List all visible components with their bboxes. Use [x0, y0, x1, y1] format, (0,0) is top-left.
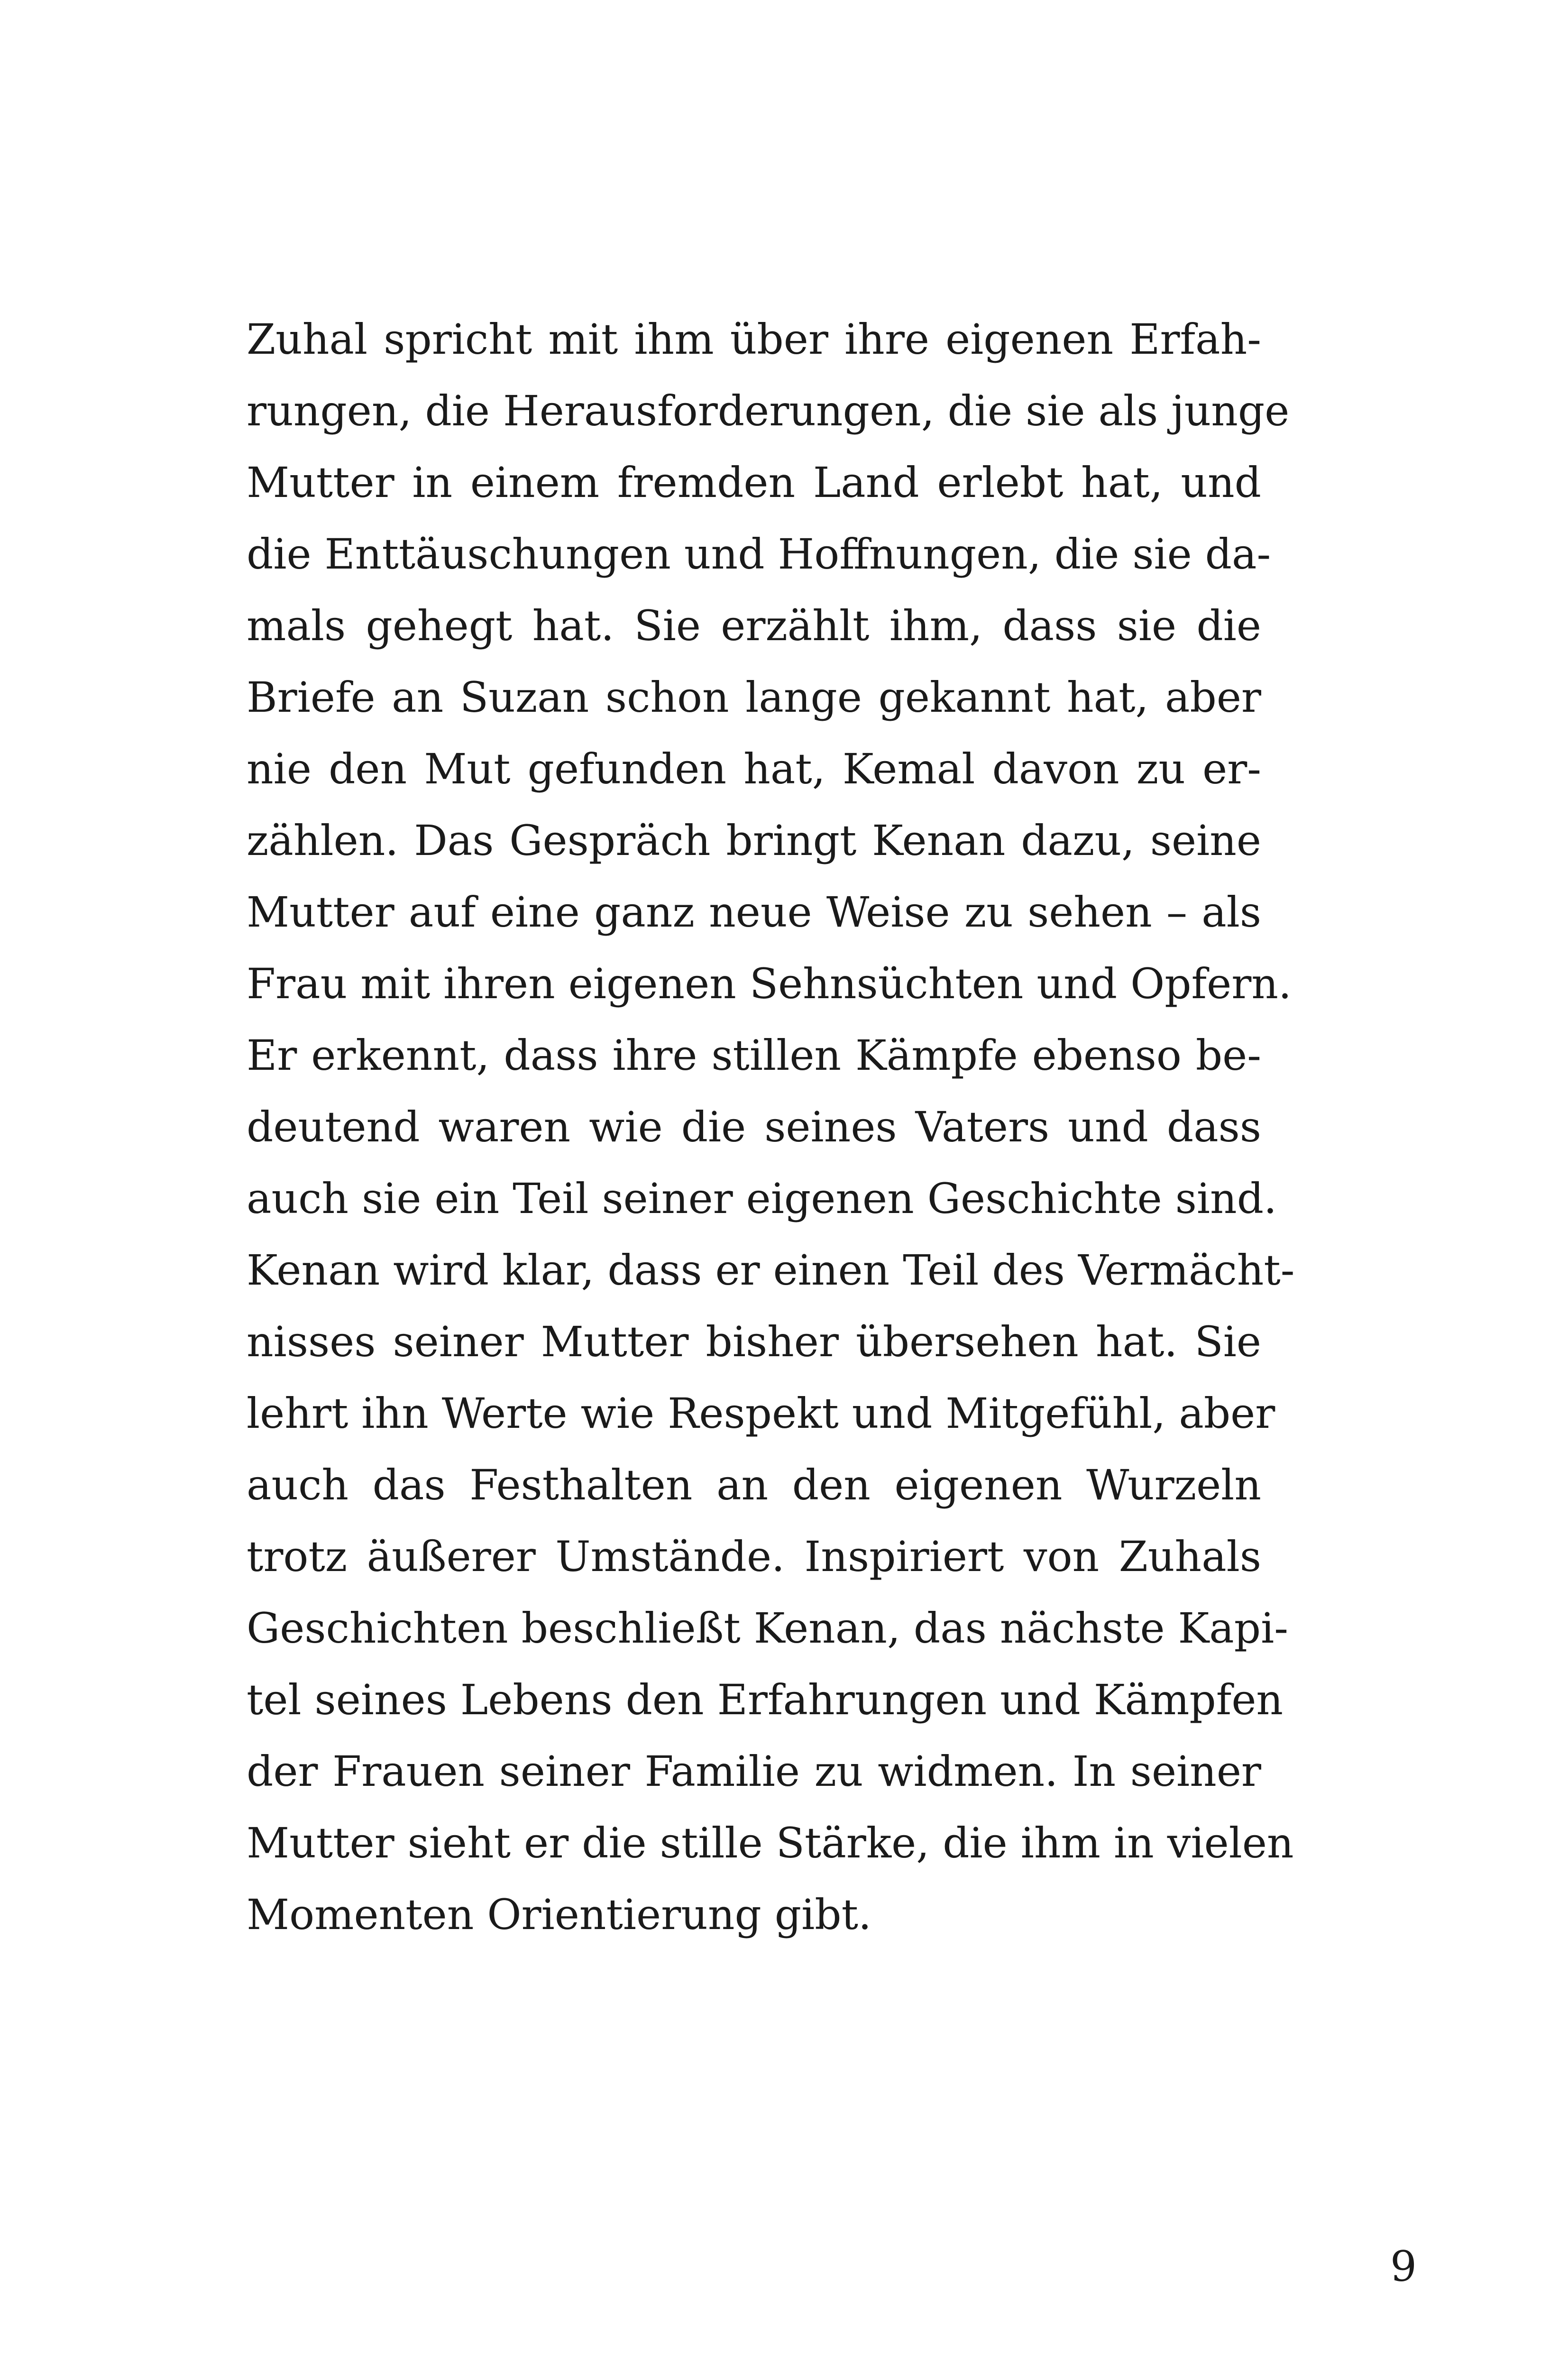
- text-line: der Frauen seiner Familie zu widmen. In seiner: [247, 1747, 1261, 1796]
- text-line: Geschichten beschließt Kenan, das nächste Kapi-: [247, 1604, 1288, 1653]
- text-line: Mutter in einem fremden Land erlebt hat, und: [247, 458, 1261, 507]
- text-line: Momenten Orientierung gibt.: [247, 1890, 871, 1939]
- text-line: lehrt ihn Werte wie Respekt und Mitgefühl, aber: [247, 1389, 1275, 1438]
- text-line: deutend waren wie die seines Vaters und dass: [247, 1103, 1261, 1151]
- text-line: trotz äußerer Umstände. Inspiriert von Zuhals: [247, 1532, 1261, 1581]
- text-line: nie den Mut gefunden hat, Kemal davon zu er-: [247, 744, 1261, 793]
- text-line: Mutter auf eine ganz neue Weise zu sehen – als: [247, 888, 1261, 937]
- text-line: Er erkennt, dass ihre stillen Kämpfe ebenso be-: [247, 1031, 1261, 1080]
- text-line: tel seines Lebens den Erfahrungen und Kämpfen: [247, 1675, 1284, 1724]
- text-line: Zuhal spricht mit ihm über ihre eigenen Erfah-: [247, 315, 1261, 364]
- text-line: mals gehegt hat. Sie erzählt ihm, dass sie die: [247, 601, 1261, 650]
- text-line: auch das Festhalten an den eigenen Wurzeln: [247, 1461, 1261, 1509]
- text-line: auch sie ein Teil seiner eigenen Geschichte sind.: [247, 1174, 1277, 1223]
- text-line: zählen. Das Gespräch bringt Kenan dazu, seine: [247, 816, 1261, 865]
- text-line: nisses seiner Mutter bisher übersehen hat. Sie: [247, 1317, 1261, 1366]
- text-line: Kenan wird klar, dass er einen Teil des Vermächt-: [247, 1246, 1295, 1295]
- body-paragraph: [247, 303, 1295, 1950]
- text-line: Mutter sieht er die stille Stärke, die ihm in vielen: [247, 1819, 1294, 1867]
- page-number: 9: [1390, 2242, 1417, 2291]
- text-line: Briefe an Suzan schon lange gekannt hat, aber: [247, 673, 1261, 722]
- text-line: Frau mit ihren eigenen Sehnsüchten und Opfern.: [247, 959, 1292, 1008]
- text-line: rungen, die Herausforderungen, die sie als junge: [247, 386, 1290, 435]
- text-line: die Enttäuschungen und Hoffnungen, die sie da-: [247, 530, 1271, 579]
